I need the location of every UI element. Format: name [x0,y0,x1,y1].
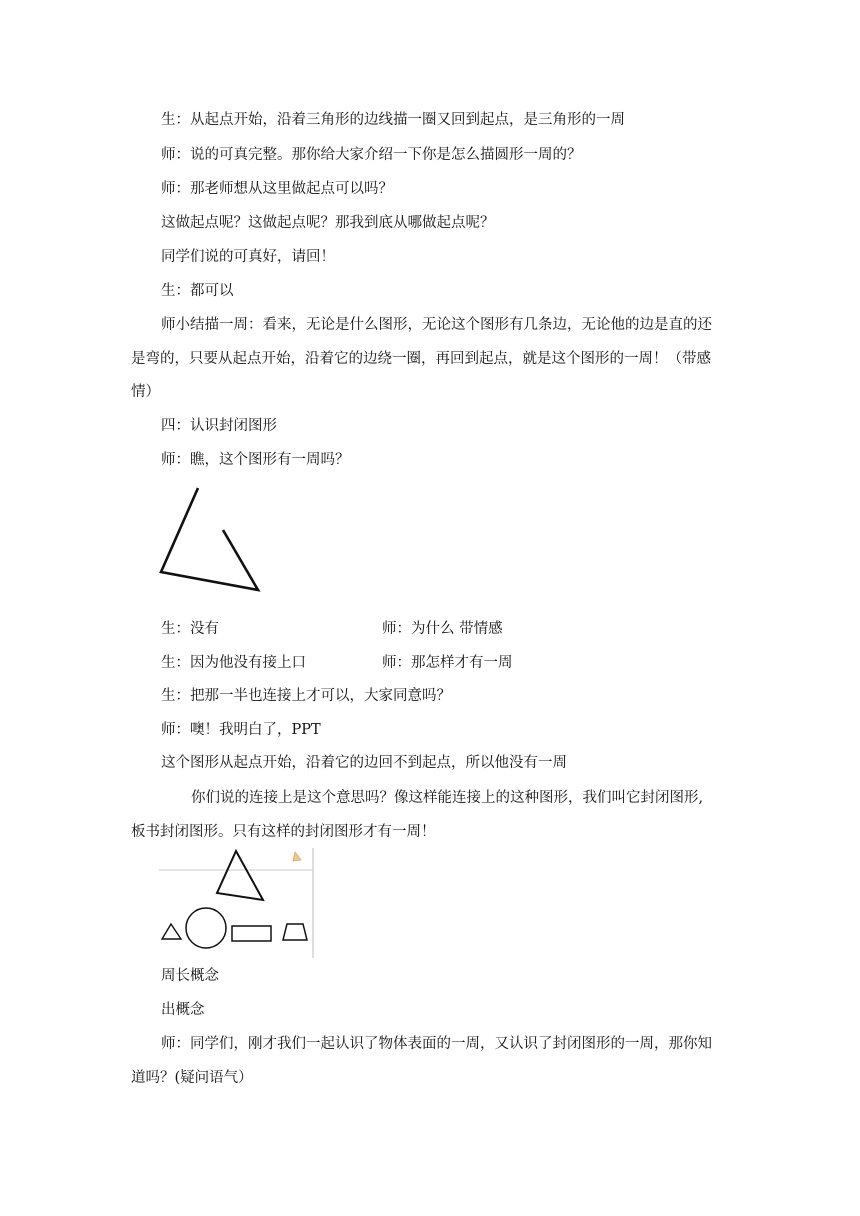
dialogue-line: 师：为什么 带情感 [382,621,503,637]
open-triangle-figure [155,484,265,596]
closed-figure-paragraph-line: 你们说的连接上是这个意思吗？像这样能连接上的这种图形，我们叫它封闭图形, [191,790,704,806]
dialogue-line: 生：因为他没有接上口 [161,655,306,671]
dialogue-line: 同学们说的可真好，请回！ [161,249,335,265]
closed-figure-paragraph-line: 板书封闭图形。只有这样的封闭图形才有一周！ [131,824,436,840]
dialogue-line: 这个图形从起点开始，沿着它的边回不到起点，所以他没有一周 [161,755,567,771]
dialogue-line: 师：那老师想从这里做起点可以吗？ [161,181,393,197]
closing-paragraph-line: 师：同学们，刚才我们一起认识了物体表面的一周，又认识了封闭图形的一周，那你知 [161,1036,712,1052]
dialogue-line: 生：从起点开始，沿着三角形的边线描一圈又回到起点，是三角形的一周 [161,112,625,128]
summary-paragraph-line: 是弯的，只要从起点开始，沿着它的边绕一圈，再回到起点，就是这个图形的一周！（带感 [131,351,711,367]
section-heading: 四：认识封闭图形 [161,418,277,434]
dialogue-line: 生：把那一半也连接上才可以，大家同意吗？ [161,688,451,704]
closing-paragraph-line: 道吗？(疑问语气） [131,1070,253,1086]
closed-shapes-figure [159,848,315,960]
summary-paragraph-line: 情） [131,384,160,400]
dialogue-line: 师：那怎样才有一周 [382,655,513,671]
dialogue-line: 师：说的可真完整。那你给大家介绍一下你是怎么描圆形一周的？ [161,147,582,163]
dialogue-line: 生：没有 [161,621,219,637]
section-label: 周长概念 [161,968,219,984]
dialogue-line: 生：都可以 [161,283,234,299]
dialogue-line: 师：噢！我明白了，PPT [161,722,321,738]
summary-paragraph-line: 师小结描一周：看来，无论是什么图形，无论这个图形有几条边，无论他的边是直的还 [161,317,712,333]
dialogue-line: 这做起点呢？这做起点呢？那我到底从哪做起点呢？ [161,215,495,231]
section-label: 出概念 [161,1002,205,1018]
dialogue-line: 师：瞧，这个图形有一周吗？ [161,452,350,468]
